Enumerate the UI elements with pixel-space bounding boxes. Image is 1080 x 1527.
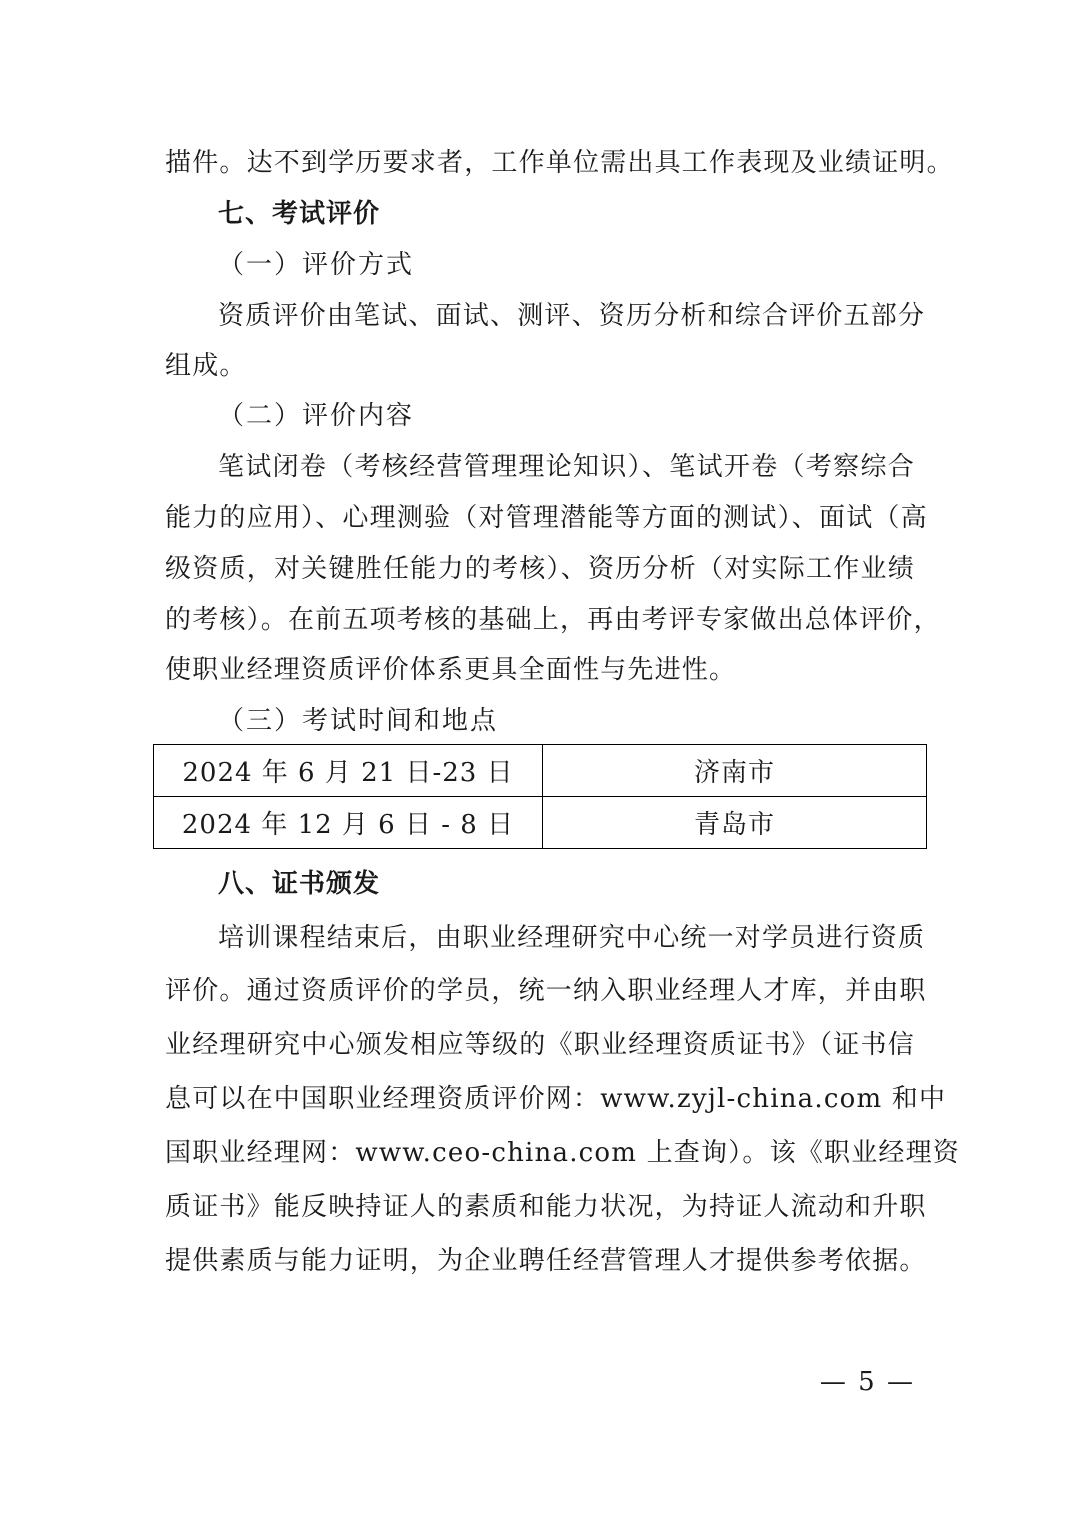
paragraph-line: 培训课程结束后，由职业经理研究中心统一对学员进行资质 <box>218 923 926 953</box>
page-number: — 5 — <box>819 1367 915 1397</box>
paragraph-line: 笔试闭卷（考核经营管理理论知识）、笔试开卷（考察综合 <box>218 452 915 482</box>
paragraph-line: 业经理研究中心颁发相应等级的《职业经理资质证书》（证书信 <box>165 1030 915 1060</box>
subsection-evaluation-content: （二）评价内容 <box>218 401 415 431</box>
paragraph-line: 评价。通过资质评价的学员，统一纳入职业经理人才库，并由职 <box>165 976 927 1006</box>
paragraph-line: 资质评价由笔试、面试、测评、资历分析和综合评价五部分 <box>218 301 926 331</box>
subsection-evaluation-method: （一）评价方式 <box>218 250 415 280</box>
exam-city-cell: 济南市 <box>543 745 927 797</box>
exam-city-cell: 青岛市 <box>543 797 927 849</box>
paragraph-line: 息可以在中国职业经理资质评价网：www.zyjl-china.com 和中 <box>165 1084 947 1114</box>
paragraph-line: 国职业经理网：www.ceo-china.com 上查询）。该《职业经理资 <box>165 1138 960 1168</box>
subsection-exam-time-place: （三）考试时间和地点 <box>218 706 499 736</box>
exam-date-cell: 2024 年 12 月 6 日 - 8 日 <box>154 797 543 849</box>
paragraph-line: 组成。 <box>165 351 247 381</box>
exam-schedule-table <box>153 744 927 849</box>
paragraph-line: 提供素质与能力证明，为企业聘任经营管理人才提供参考依据。 <box>165 1246 927 1276</box>
paragraph-line: 的考核）。在前五项考核的基础上，再由考评专家做出总体评价， <box>165 605 941 635</box>
paragraph-line: 能力的应用）、心理测验（对管理潜能等方面的测试）、面试（高 <box>165 503 928 533</box>
paragraph-line: 质证书》能反映持证人的素质和能力状况，为持证人流动和升职 <box>165 1192 927 1222</box>
paragraph-line: 使职业经理资质评价体系更具全面性与先进性。 <box>165 655 737 685</box>
prev-paragraph-tail: 描件。达不到学历要求者，工作单位需出具工作表现及业绩证明。 <box>165 148 954 178</box>
table-row <box>154 797 927 849</box>
table-row <box>154 745 927 797</box>
section-8-heading: 八、证书颁发 <box>218 869 381 899</box>
exam-date-cell: 2024 年 6 月 21 日-23 日 <box>154 745 543 797</box>
paragraph-line: 级资质，对关键胜任能力的考核）、资历分析（对实际工作业绩 <box>165 554 915 584</box>
section-7-heading: 七、考试评价 <box>218 199 381 229</box>
